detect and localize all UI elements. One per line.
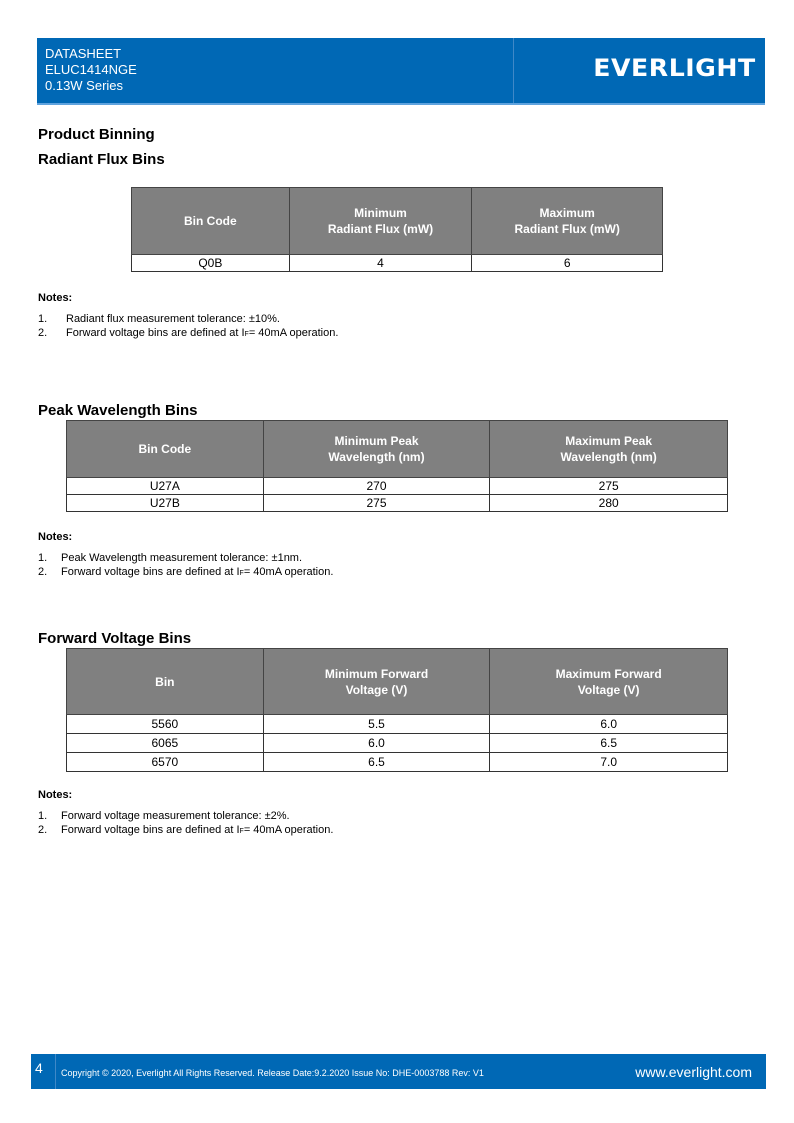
table-row	[67, 734, 728, 753]
everlight-logo: EVERLIGHT	[593, 54, 756, 82]
col-header-min-voltage: Minimum Forward Voltage (V)	[263, 649, 490, 715]
cell-bin-code: U27B	[67, 495, 264, 512]
note-item: 1. Forward voltage measurement tolerance: ±2%.	[38, 810, 290, 822]
table-header-row	[132, 188, 663, 255]
notes-title: Notes:	[38, 531, 73, 543]
cell-max: 6.5	[490, 734, 728, 753]
note-item: 2. Forward voltage bins are defined at IF= 40mA operation.	[38, 327, 339, 339]
page-number: 4	[35, 1060, 43, 1076]
col-header-bin-code: Bin Code	[67, 421, 264, 478]
cell-min: 6.5	[263, 753, 490, 772]
section-title-forward-voltage: Forward Voltage Bins	[38, 630, 192, 647]
table-row	[67, 478, 728, 495]
forward-voltage-notes	[38, 789, 333, 839]
table-row	[132, 255, 663, 272]
radiant-flux-notes	[38, 292, 338, 342]
cell-max: 6	[472, 255, 663, 272]
note-item: 2. Forward voltage bins are defined at IF= 40mA operation.	[38, 566, 334, 578]
cell-max: 7.0	[490, 753, 728, 772]
cell-max: 275	[490, 478, 728, 495]
col-header-bin: Bin	[67, 649, 264, 715]
footer-divider	[55, 1054, 56, 1089]
document-id-block	[45, 46, 137, 94]
radiant-flux-table	[131, 187, 663, 272]
cell-bin: 6065	[67, 734, 264, 753]
col-header-min-flux: Minimum Radiant Flux (mW)	[289, 188, 472, 255]
notes-title: Notes:	[38, 789, 73, 801]
series-name: 0.13W Series	[45, 78, 124, 93]
forward-voltage-table	[66, 648, 728, 772]
table-header-row	[67, 649, 728, 715]
col-header-max-flux: Maximum Radiant Flux (mW)	[472, 188, 663, 255]
cell-min: 6.0	[263, 734, 490, 753]
copyright-text: Copyright © 2020, Everlight All Rights Reserved. Release Date:9.2.2020 Issue No: DHE-0003788 Rev: V1	[61, 1068, 484, 1078]
col-header-max-wavelength: Maximum Peak Wavelength (nm)	[490, 421, 728, 478]
col-header-bin-code: Bin Code	[132, 188, 290, 255]
note-item: 1. Radiant flux measurement tolerance: ±10%.	[38, 313, 280, 325]
website-link[interactable]: www.everlight.com	[635, 1064, 752, 1080]
table-header-row	[67, 421, 728, 478]
document-header	[37, 38, 765, 105]
section-title-product-binning: Product Binning	[38, 126, 155, 143]
cell-bin: 5560	[67, 715, 264, 734]
cell-min: 270	[263, 478, 490, 495]
document-footer	[31, 1054, 766, 1089]
cell-max: 6.0	[490, 715, 728, 734]
header-divider	[513, 38, 514, 103]
col-header-min-wavelength: Minimum Peak Wavelength (nm)	[263, 421, 490, 478]
cell-min: 4	[289, 255, 472, 272]
cell-max: 280	[490, 495, 728, 512]
peak-wavelength-notes	[38, 531, 333, 581]
section-title-radiant-flux: Radiant Flux Bins	[38, 151, 165, 168]
cell-min: 5.5	[263, 715, 490, 734]
section-title-peak-wavelength: Peak Wavelength Bins	[38, 402, 198, 419]
cell-bin-code: Q0B	[132, 255, 290, 272]
cell-bin-code: U27A	[67, 478, 264, 495]
cell-min: 275	[263, 495, 490, 512]
peak-wavelength-table	[66, 420, 728, 512]
col-header-max-voltage: Maximum Forward Voltage (V)	[490, 649, 728, 715]
note-item: 1. Peak Wavelength measurement tolerance: ±1nm.	[38, 552, 303, 564]
doc-type: DATASHEET	[45, 46, 122, 61]
table-row	[67, 753, 728, 772]
part-number: ELUC1414NGE	[45, 62, 137, 77]
table-row	[67, 495, 728, 512]
table-row	[67, 715, 728, 734]
notes-title: Notes:	[38, 292, 73, 304]
cell-bin: 6570	[67, 753, 264, 772]
note-item: 2. Forward voltage bins are defined at IF= 40mA operation.	[38, 824, 334, 836]
